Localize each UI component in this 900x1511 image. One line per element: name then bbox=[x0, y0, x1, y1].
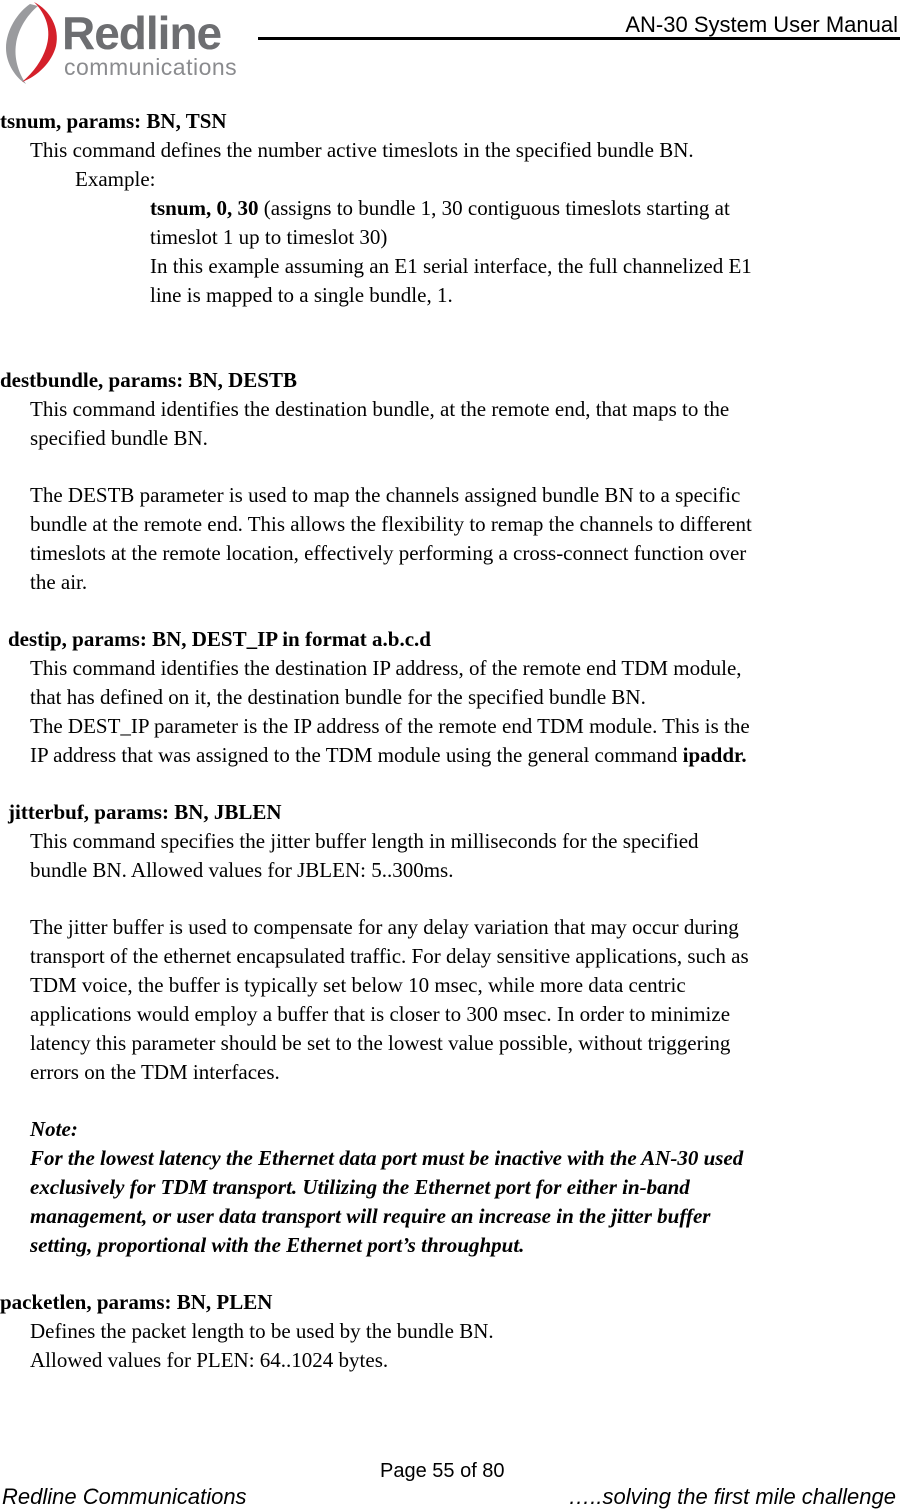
footer-company: Redline Communications bbox=[2, 1484, 247, 1509]
destip-line: that has defined on it, the destination bundle for the specified bundle BN. bbox=[30, 685, 646, 709]
destip-line: The DEST_IP parameter is the IP address of the remote end TDM module. This is the bbox=[30, 714, 750, 738]
destip-heading: destip, params: BN, DEST_IP in format a.b.c.d bbox=[8, 627, 431, 651]
redline-swoosh-icon bbox=[0, 0, 62, 86]
destip-line: This command identifies the destination IP address, of the remote end TDM module, bbox=[30, 656, 742, 680]
tsnum-example-label: Example: bbox=[75, 167, 156, 191]
jitterbuf-note-line: setting, proportional with the Ethernet port’s throughput. bbox=[30, 1233, 525, 1257]
tsnum-example-line: line is mapped to a single bundle, 1. bbox=[150, 283, 453, 307]
packetlen-line: Allowed values for PLEN: 64..1024 bytes. bbox=[30, 1348, 389, 1372]
destbundle-line: the air. bbox=[30, 570, 88, 594]
tsnum-example-command: tsnum, 0, 30 bbox=[150, 196, 259, 220]
destbundle-line: This command identifies the destination bundle, at the remote end, that maps to the bbox=[30, 397, 730, 421]
jitterbuf-note-line: exclusively for TDM transport. Utilizing the Ethernet port for either in-band bbox=[30, 1175, 690, 1199]
packetlen-heading: packetlen, params: BN, PLEN bbox=[0, 1290, 273, 1314]
tsnum-heading: tsnum, params: BN, TSN bbox=[0, 109, 227, 133]
footer-tagline: …..solving the first mile challenge bbox=[568, 1484, 896, 1509]
jitterbuf-line: errors on the TDM interfaces. bbox=[30, 1060, 280, 1084]
jitterbuf-line: The jitter buffer is used to compensate for any delay variation that may occur during bbox=[30, 915, 739, 939]
tsnum-example-line: timeslot 1 up to timeslot 30) bbox=[150, 225, 388, 249]
jitterbuf-note-line: management, or user data transport will require an increase in the jitter buffer bbox=[30, 1204, 711, 1228]
destip-command: ipaddr. bbox=[682, 743, 747, 767]
jitterbuf-line: applications would employ a buffer that is closer to 300 msec. In order to minimize bbox=[30, 1002, 731, 1026]
jitterbuf-note-label: Note: bbox=[30, 1117, 78, 1141]
redline-logo bbox=[0, 0, 250, 86]
destip-line-text: IP address that was assigned to the TDM module using the general command bbox=[30, 743, 683, 767]
tsnum-example-line: In this example assuming an E1 serial interface, the full channelized E1 bbox=[150, 254, 752, 278]
jitterbuf-line: transport of the ethernet encapsulated traffic. For delay sensitive applications, such as bbox=[30, 944, 749, 968]
destbundle-line: specified bundle BN. bbox=[30, 426, 208, 450]
logo-subtitle: communications bbox=[64, 54, 238, 80]
tsnum-example-text: (assigns to bundle 1, 30 contiguous timeslots starting at bbox=[258, 196, 730, 220]
jitterbuf-note-line: For the lowest latency the Ethernet data port must be inactive with the AN-30 used bbox=[30, 1146, 744, 1170]
tsnum-example-line bbox=[150, 194, 730, 223]
destbundle-heading: destbundle, params: BN, DESTB bbox=[0, 368, 297, 392]
jitterbuf-line: latency this parameter should be set to the lowest value possible, without triggering bbox=[30, 1031, 731, 1055]
jitterbuf-heading: jitterbuf, params: BN, JBLEN bbox=[8, 800, 282, 824]
jitterbuf-line: TDM voice, the buffer is typically set below 10 msec, while more data centric bbox=[30, 973, 686, 997]
logo-wordmark: Redline bbox=[62, 7, 222, 59]
page-number: Page 55 of 80 bbox=[380, 1460, 505, 1482]
destbundle-line: The DESTB parameter is used to map the channels assigned bundle BN to a specific bbox=[30, 483, 741, 507]
tsnum-line: This command defines the number active timeslots in the specified bundle BN. bbox=[30, 138, 694, 162]
destbundle-line: bundle at the remote end. This allows the flexibility to remap the channels to different bbox=[30, 512, 752, 536]
destbundle-line: timeslots at the remote location, effectively performing a cross-connect function over bbox=[30, 541, 747, 565]
jitterbuf-line: This command specifies the jitter buffer length in milliseconds for the specified bbox=[30, 829, 699, 853]
packetlen-line: Defines the packet length to be used by the bundle BN. bbox=[30, 1319, 494, 1343]
manual-title: AN-30 System User Manual bbox=[625, 12, 898, 37]
destip-line bbox=[30, 741, 747, 770]
jitterbuf-line: bundle BN. Allowed values for JBLEN: 5..300ms. bbox=[30, 858, 454, 882]
